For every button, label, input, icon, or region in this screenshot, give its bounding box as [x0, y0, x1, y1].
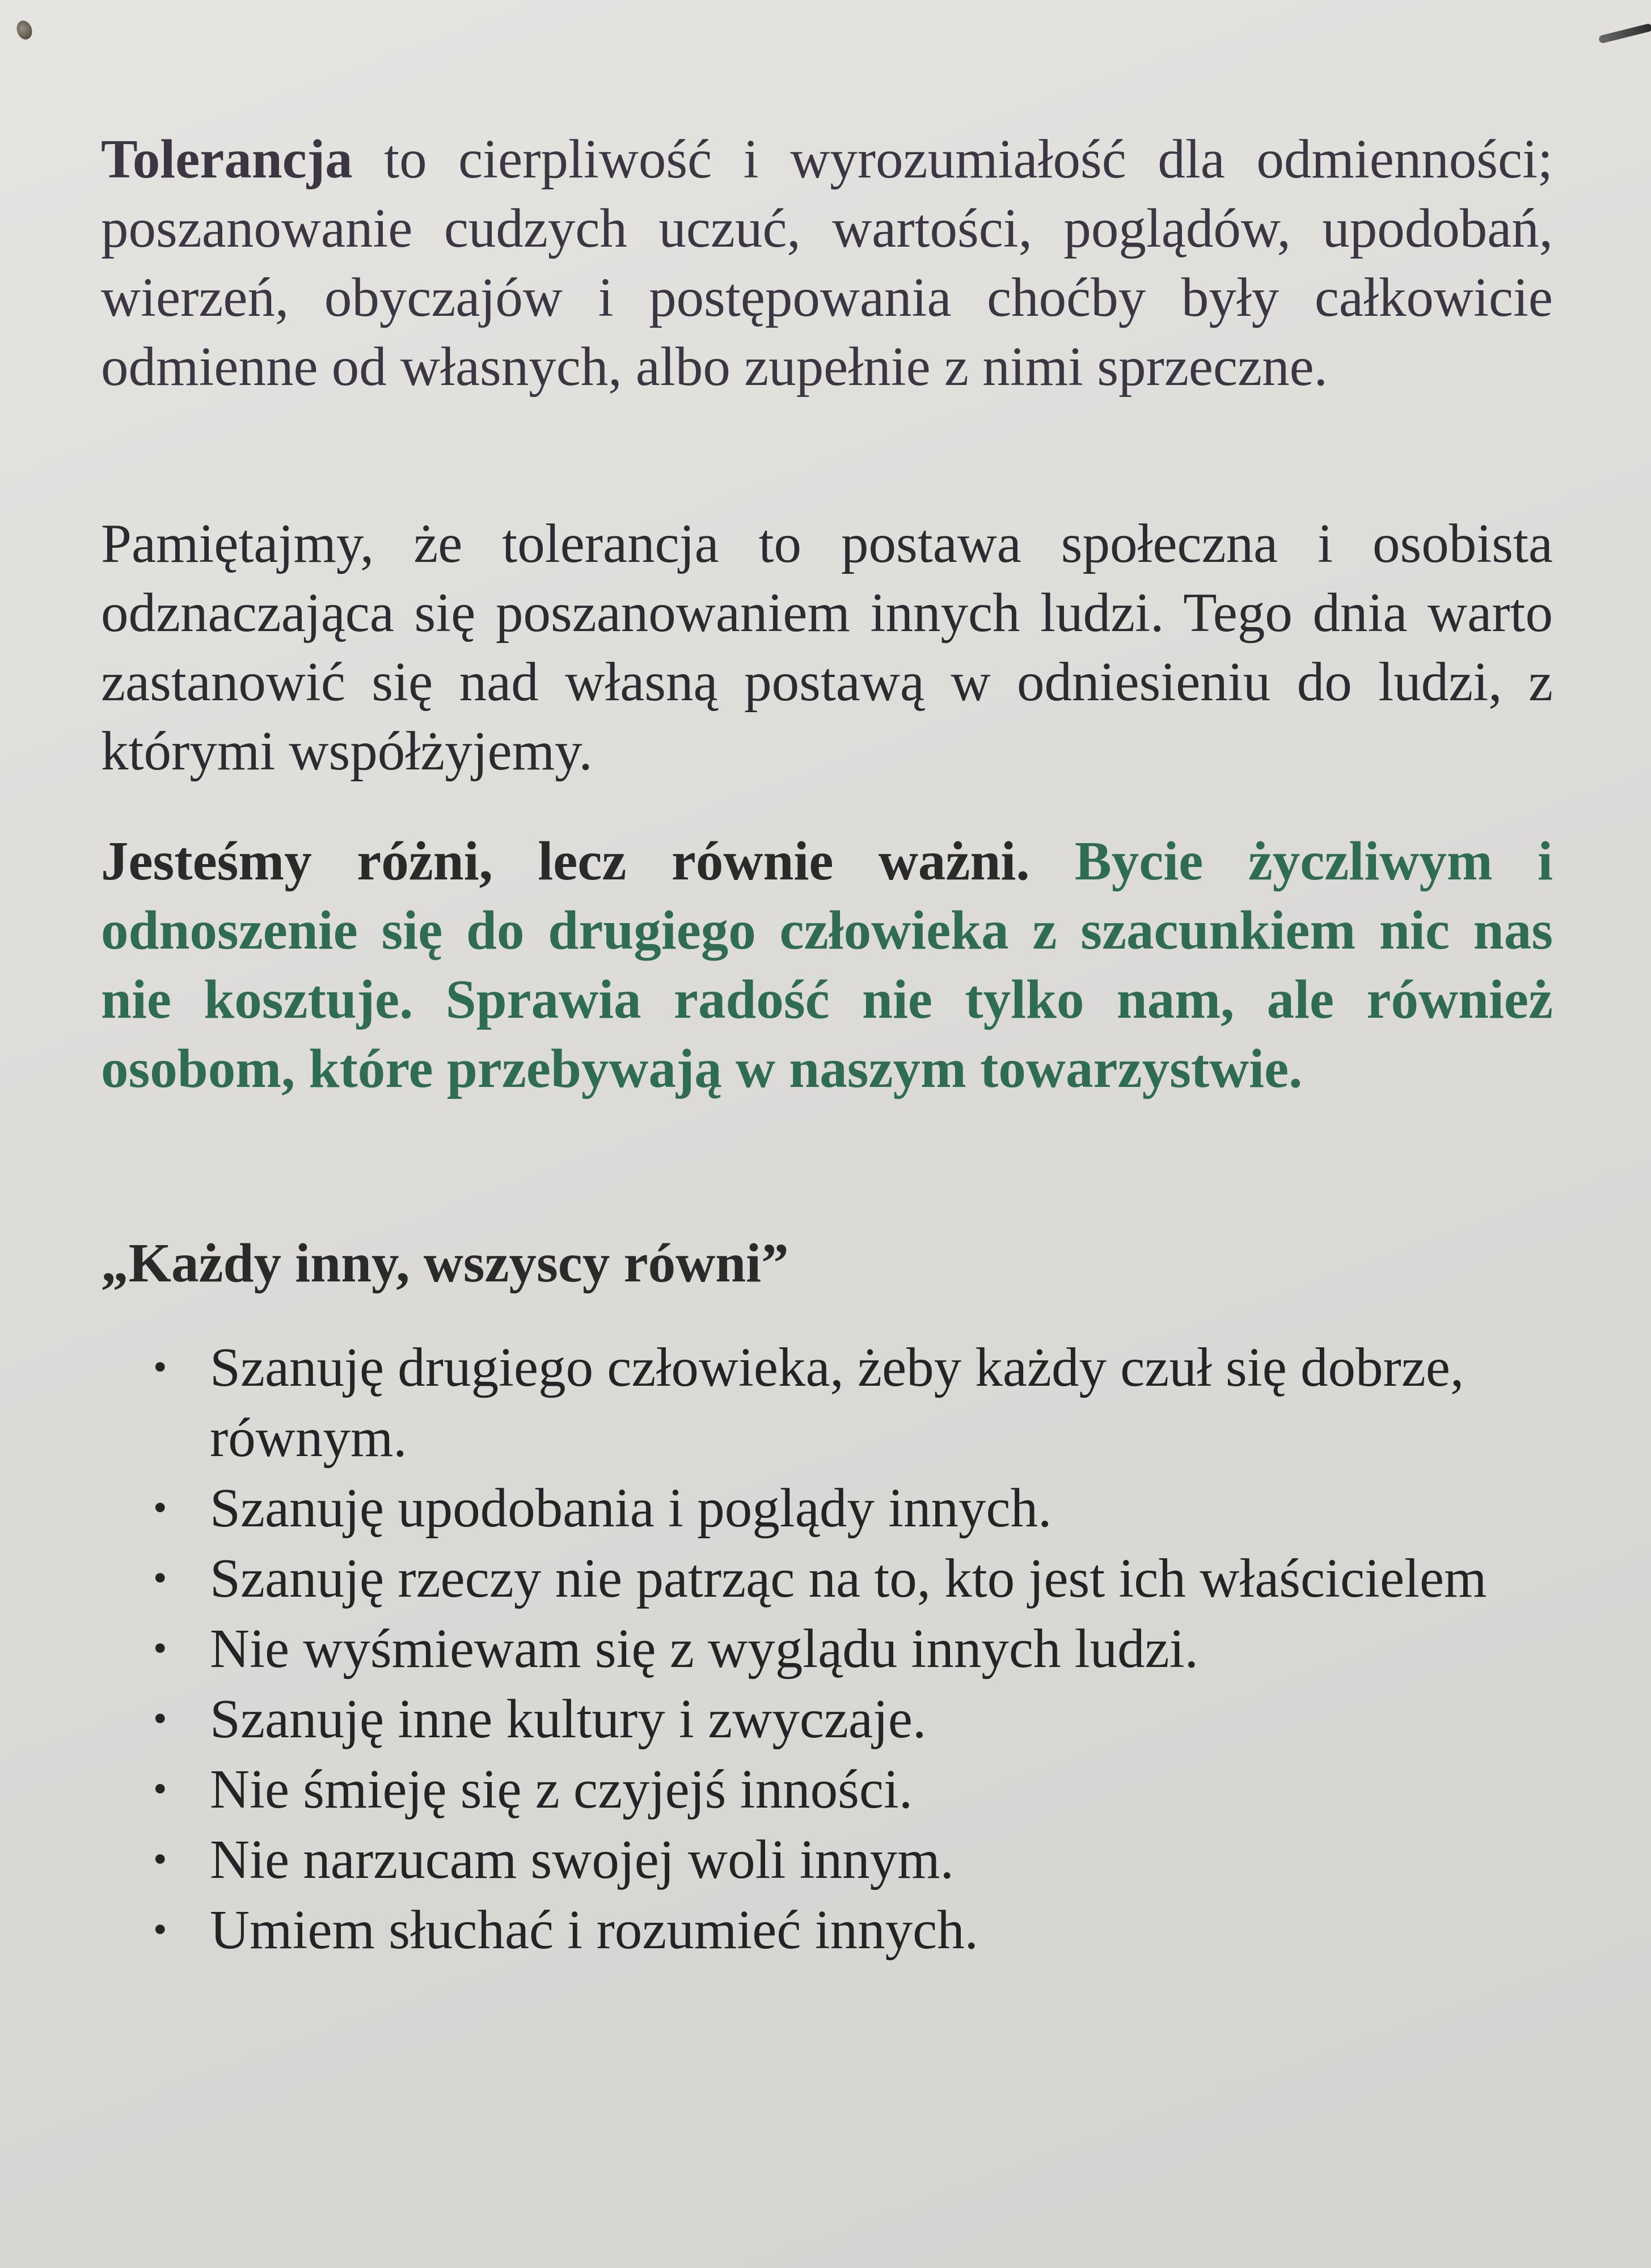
list-item: • Szanuję inne kultury i zwyczaje. [153, 1684, 1514, 1754]
pushpin-icon [14, 19, 35, 42]
definition-paragraph [101, 125, 1553, 401]
motto-heading: „Każdy inny, wszyscy równi” [101, 1233, 789, 1293]
list-item: • Nie narzucam swojej woli innym. [153, 1825, 1514, 1895]
list-item: • Umiem słuchać i rozumieć innych. [153, 1895, 1514, 1965]
list-item: • Nie wyśmiewam się z wyglądu innych ludzi. [153, 1614, 1514, 1684]
definition-text: to cierpliwość i wyrozumiałość dla odmienności; poszanowanie cudzych uczuć, wartości, poglądów, upodobań, wierzeń, obyczajów i postępowania choćby były całkowicie odmienne od własnych, albo zupełnie z nimi sprzeczne. [101, 129, 1553, 397]
kindness-text: Bycie życzliwym i odnoszenie się do drugiego człowieka z szacunkiem nic nas nie kosztuje. Sprawia radość nie tylko nam, ale również osobom, które przebywają w naszym towarzystwie. [101, 831, 1553, 1099]
list-item: • Szanuję upodobania i poglądy innych. [153, 1473, 1514, 1543]
nail-icon [1598, 23, 1651, 44]
reflection-paragraph: Pamiętajmy, że tolerancja to postawa społeczna i osobista odznaczająca się poszanowaniem innych ludzi. Tego dnia warto zastanowić się nad własną postawą w odniesieniu do ludzi, z którymi współżyjemy. [101, 513, 1553, 781]
list-item: • Szanuję drugiego człowieka, żeby każdy czuł się dobrze, równym. [153, 1332, 1514, 1473]
definition-term: Tolerancja [101, 129, 353, 189]
list-item: • Szanuję rzeczy nie patrząc na to, kto jest ich właścicielem [153, 1543, 1514, 1614]
list-item: • Nie śmieję się z czyjejś inności. [153, 1754, 1514, 1825]
equality-paragraph [101, 827, 1553, 1103]
rules-list [153, 1332, 1514, 1965]
equality-lead: Jesteśmy różni, lecz równie ważni. [101, 831, 1030, 891]
